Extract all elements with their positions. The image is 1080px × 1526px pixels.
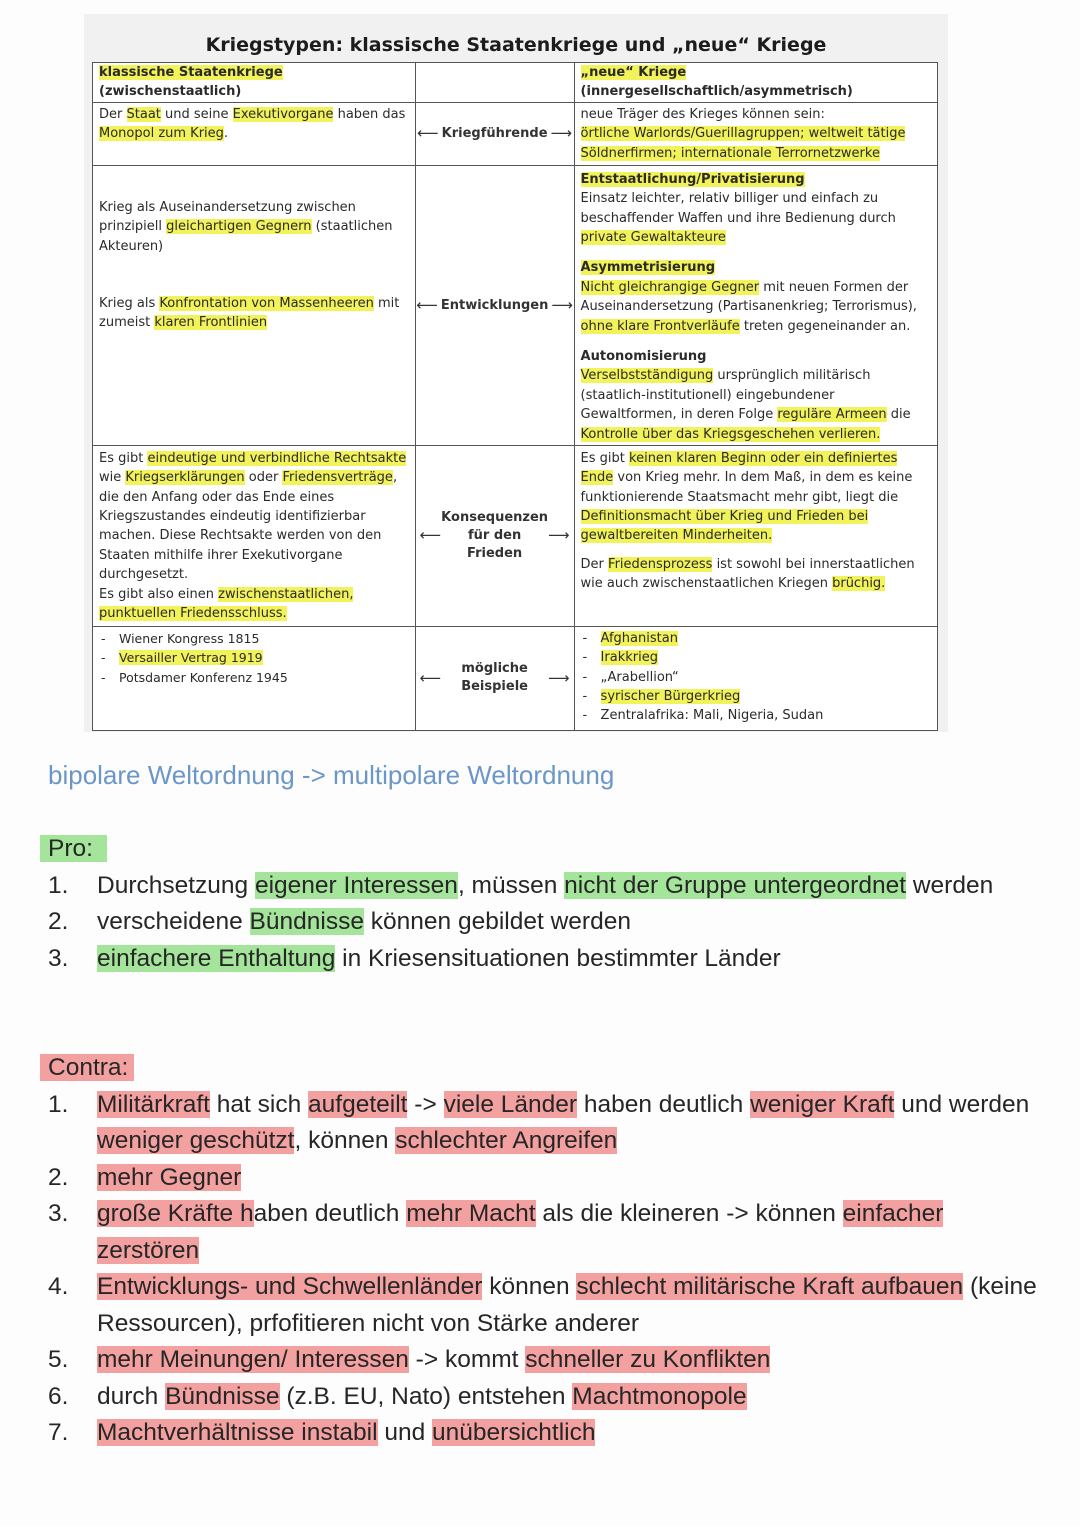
contra-item: 7. Machtverhältnisse instabil und unübersichtlich bbox=[48, 1419, 596, 1446]
war-types-figure bbox=[84, 14, 948, 732]
entwicklungen-left: Krieg als Auseinandersetzung zwischen prinzipiell gleichartigen Gegnern (staatlichen Akteuren) Krieg als Konfrontation von Massenheeren mit zumeist klaren Frontlinien bbox=[93, 165, 416, 445]
world-order-heading: bipolare Weltordnung -> multipolare Weltordnung bbox=[48, 760, 615, 790]
list-item: - „Arabellion“ bbox=[581, 668, 931, 687]
contra-item: 6. durch Bündnisse (z.B. EU, Nato) entstehen Machtmonopole bbox=[48, 1382, 747, 1410]
pro-item: 3. einfachere Enthaltung in Kriesensituationen bestimmter Länder bbox=[48, 944, 781, 972]
list-item: - Wiener Kongress 1815 bbox=[99, 629, 409, 648]
list-item: - Irakkrieg bbox=[581, 648, 931, 667]
contra-item: 3. große Kräfte haben deutlich mehr Macht als die kleineren -> können einfacher zerstören bbox=[48, 1200, 944, 1264]
beispiele-label: ⟵ mögliche Beispiele ⟶ bbox=[415, 626, 574, 730]
pro-label: Pro: bbox=[40, 835, 107, 862]
pro-item: 1. Durchsetzung eigener Interessen, müssen nicht der Gruppe untergeordnet werden bbox=[48, 871, 994, 899]
header-right: „neue“ Kriege (innergesellschaftlich/asymmetrisch) bbox=[574, 63, 937, 103]
contra-item: 5. mehr Meinungen/ Interessen -> kommt schneller zu Konflikten bbox=[48, 1346, 771, 1373]
list-item: - Versailler Vertrag 1919 bbox=[99, 648, 409, 667]
figure-title: Kriegstypen: klassische Staatenkriege und „neue“ Kriege bbox=[205, 34, 827, 56]
beispiele-right bbox=[574, 626, 937, 730]
konsequenzen-left: Es gibt eindeutige und verbindliche Rechtsakte wie Kriegserklärungen oder Friedensverträge, die den Anfang oder das Ende eines Kriegszustandes eindeutig identifizierbar machen. Diese Rechtsakte werden von den Staaten mithilfe ihrer Exekutivorgane durchgesetzt. Es gibt also einen zwischenstaatlichen, punktuellen Friedensschluss. bbox=[93, 445, 416, 626]
list-item: - Potsdamer Konferenz 1945 bbox=[99, 668, 409, 687]
entwicklungen-label: ⟵ Entwicklungen ⟶ bbox=[415, 165, 574, 445]
kriegfuehrende-right: neue Träger des Krieges können sein: örtliche Warlords/Guerillagruppen; weltweit tätige Söldnerfirmen; internationale Terrornetzwerke bbox=[574, 102, 937, 165]
kriegfuehrende-label: ⟵ Kriegführende ⟶ bbox=[415, 102, 574, 165]
war-types-table bbox=[92, 62, 938, 731]
list-item: - syrischer Bürgerkrieg bbox=[581, 687, 931, 706]
contra-section bbox=[40, 1050, 1040, 1452]
contra-item: 1. Militärkraft hat sich aufgeteilt -> viele Länder haben deutlich weniger Kraft und werden weniger geschützt, können schlechter Angreifen bbox=[48, 1090, 1030, 1154]
header-middle bbox=[415, 63, 574, 103]
kriegfuehrende-left: Der Staat und seine Exekutivorgane haben das Monopol zum Krieg. bbox=[93, 102, 416, 165]
pro-section bbox=[40, 831, 1040, 977]
list-item: - Zentralafrika: Mali, Nigeria, Sudan bbox=[581, 706, 931, 725]
contra-label: Contra: bbox=[40, 1054, 134, 1081]
header-left: klassische Staatenkriege (zwischenstaatlich) bbox=[93, 63, 416, 103]
beispiele-left bbox=[93, 626, 416, 730]
konsequenzen-label: ⟵ Konsequenzen für den Frieden ⟶ bbox=[415, 445, 574, 626]
contra-item: 2. mehr Gegner bbox=[48, 1163, 242, 1191]
list-item: - Afghanistan bbox=[581, 629, 931, 648]
contra-item: 4. Entwicklungs- und Schwellenländer können schlecht militärische Kraft aufbauen (keine Ressourcen), prfofitieren nicht von Stärke anderer bbox=[48, 1273, 1037, 1337]
konsequenzen-right: Es gibt keinen klaren Beginn oder ein definiertes Ende von Krieg mehr. In dem Maß, in dem es keine funktionierende Staatsmacht mehr gibt, liegt die Definitionsmacht über Krieg und Frieden bei gewaltbereiten Minderheiten. Der Friedensprozess ist sowohl bei innerstaatlichen wie auch zwischenstaatlichen Kriegen brüchig. bbox=[574, 445, 937, 626]
entwicklungen-right: Entstaatlichung/Privatisierung Einsatz leichter, relativ billiger und einfach zu beschaffender Waffen und ihre Bedienung durch private Gewaltakteure Asymmetrisierung Nicht gleichrangige Gegner mit neuen Formen der Auseinandersetzung (Partisanenkrieg; Terrorismus), ohne klare Frontverläufe treten gegeneinander an. Autonomisierung Verselbstständigung ursprünglich militärisch (staatlich-institutionell) eingebundener Gewaltformen, in deren Folge reguläre Armeen die Kontrolle über das Kriegsgeschehen verlieren. bbox=[574, 165, 937, 445]
pro-item: 2. verscheidene Bündnisse können gebildet werden bbox=[48, 908, 631, 935]
